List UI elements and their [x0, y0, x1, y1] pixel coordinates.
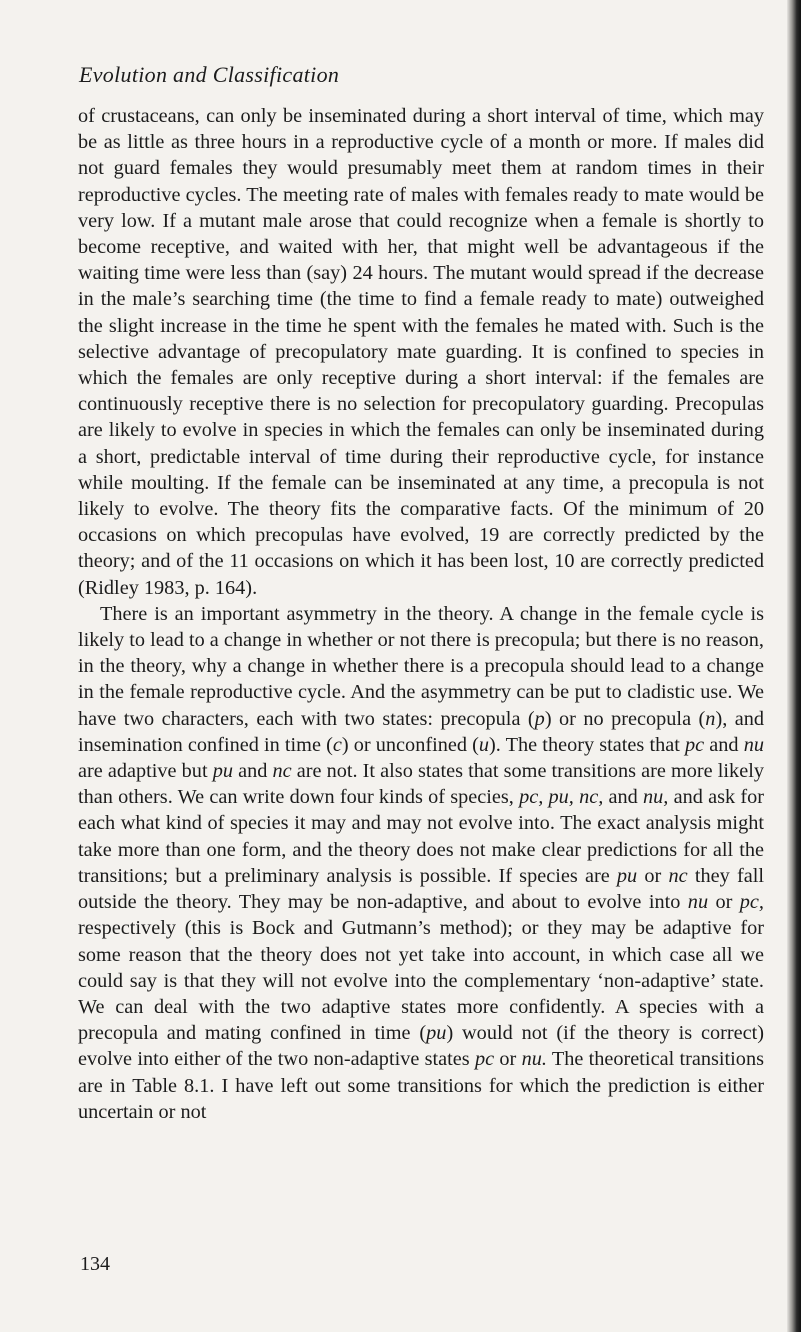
- text-run: The theoretical transitions are in Table 8.1. I have left out some transitions for which the prediction is either uncertain or not: [78, 1048, 764, 1123]
- text-run: are not. It also states that some transitions are more likely than others. We can write down four kinds of species,: [78, 760, 764, 809]
- paragraph: [78, 103, 764, 601]
- body-text: [78, 103, 764, 1125]
- italic-term: nu.: [521, 1048, 547, 1071]
- italic-term: nu: [687, 891, 709, 914]
- text-run: and: [232, 760, 273, 783]
- text-run: are adaptive but: [78, 760, 213, 783]
- italic-term: pu: [426, 1022, 447, 1045]
- page-edge-shadow: [787, 0, 801, 1332]
- italic-term: nu,: [643, 786, 669, 809]
- text-run: ) or unconfined (: [341, 733, 479, 756]
- text-run: or: [708, 891, 740, 914]
- text-run: ) or no precopula (: [544, 707, 706, 730]
- italic-term: pu: [616, 864, 638, 887]
- italic-term: pc: [474, 1048, 495, 1071]
- italic-term: pc, pu, nc,: [519, 786, 604, 809]
- italic-term: u: [478, 733, 490, 756]
- text-run: ) would not (if the theory is correct) evolve into either of the two non-adaptive states: [78, 1022, 764, 1071]
- italic-term: n: [705, 707, 716, 730]
- text-run: and: [704, 733, 744, 756]
- italic-term: c: [332, 733, 342, 756]
- italic-term: nc: [272, 760, 292, 783]
- running-head: Evolution and Classification: [79, 62, 340, 87]
- italic-term: pc,: [739, 891, 764, 914]
- text-run: There is an important asymmetry in the theory. A change in the female cycle is likely to lead to a change in whether or not there is precopula; but there is no reason, in the theory, why a change in whether there is a precopula should lead to a change in the female reproductive cycle. And the asymmetry can be put to cladistic use. We have two characters, each with two states: precopula (: [78, 602, 764, 730]
- text-run: or: [494, 1048, 522, 1071]
- page-number: 134: [80, 1253, 110, 1275]
- text-run: of crustaceans, can only be inseminated during a short interval of time, which may be as little as three hours in a reproductive cycle of a month or more. If males did not guard females they would presumably meet them at random times in their reproductive cycles. The meeting rate of males with females ready to mate would be very low. If a mutant male arose that could recognize when a female is shortly to become receptive, and waited with her, that might well be advantageous if the waiting time were less than (say) 24 hours. The mutant would spread if the decrease in the male’s searching time (the time to find a female ready to mate) outweighed the slight increase in the time he spent with the females he mated with. Such is the selective advantage of precopulatory mate guarding. It is confined to species in which the females are only receptive during a short interval: if the females are continuously receptive there is no selection for precopulatory guarding. Precopulas are likely to evolve in species in which the females can only be inseminated during a short, predictable interval of time during their reproductive cycle, for instance while moulting. If the female can be inseminated at any time, a precopula is not likely to evolve. The theory fits the comparative facts. Of the minimum of 20 occasions on which precopulas have evolved, 19 are correctly predicted by the theory; and of the 11 occasions on which it has been lost, 10 are correctly predicted (Ridley 1983, p. 164).: [78, 105, 764, 599]
- italic-term: pc: [685, 733, 705, 756]
- text-run: ), and insemination confined in time (: [78, 707, 765, 756]
- italic-term: pu: [212, 760, 233, 783]
- text-run: respectively (this is Bock and Gutmann’s method); or they may be adaptive for some reason that the theory does not yet take into account, in which case all we could say is that they will not evolve into the complementary ‘non-adaptive’ state. We can deal with the two adaptive states more confidently. A species with a precopula and mating confined in time (: [78, 917, 764, 1045]
- italic-term: p: [534, 707, 545, 730]
- text-run: and: [603, 786, 644, 809]
- text-run: they fall outside the theory. They may be non-adaptive, and about to evolve into: [78, 864, 764, 914]
- text-run: and ask for each what kind of species it may and may not evolve into. The exact analysis might take more than one form, and the theory does not make clear predictions for all the transitions; but a preliminary analysis is possible. If species are: [78, 786, 764, 887]
- text-run: ). The theory states that: [489, 733, 685, 756]
- text-run: or: [637, 864, 669, 887]
- paragraph: [78, 601, 764, 1125]
- italic-term: nu: [743, 733, 764, 756]
- italic-term: nc: [668, 864, 688, 887]
